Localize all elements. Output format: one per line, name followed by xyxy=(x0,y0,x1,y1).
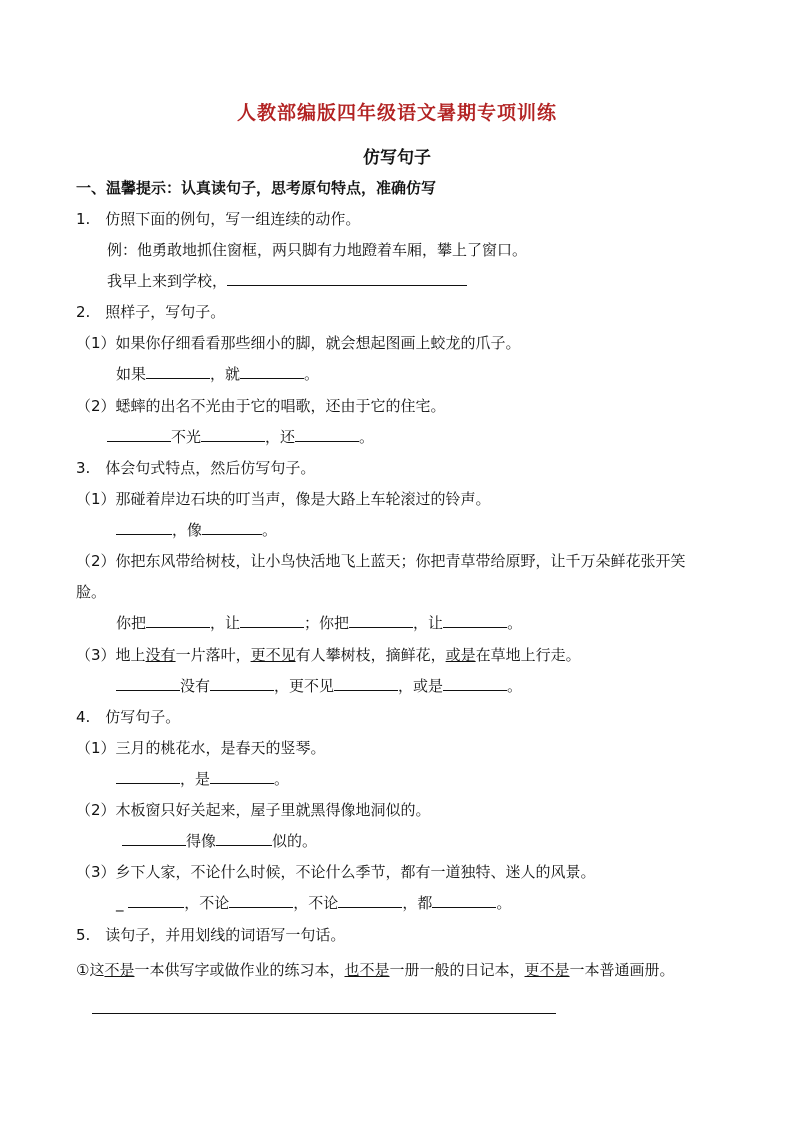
answer-blank[interactable] xyxy=(432,893,496,908)
answer-blank[interactable] xyxy=(334,676,398,691)
text: ，更不见 xyxy=(274,677,335,695)
answer-blank[interactable] xyxy=(216,831,272,846)
q1-prompt: 我早上来到学校， xyxy=(107,272,228,290)
underlined-word: 更不见 xyxy=(250,646,296,664)
underlined-word: 不是 xyxy=(104,961,135,979)
answer-blank[interactable] xyxy=(116,676,180,691)
q5-stem: 5. 读句子，并用划线的词语写一句话。 xyxy=(76,926,346,944)
q4-sentence-2: （2）木板窗只好关起来，屋子里就黑得像地洞似的。 xyxy=(76,801,431,819)
answer-blank[interactable] xyxy=(443,676,507,691)
underlined-word: 也不是 xyxy=(344,961,390,979)
q3-sentence-1: （1）那碰着岸边石块的叮当声，像是大路上车轮滚过的铃声。 xyxy=(76,490,491,508)
answer-blank[interactable] xyxy=(116,769,180,784)
answer-blank[interactable] xyxy=(443,613,507,628)
q2-sentence-2: （2）蟋蟀的出名不光由于它的唱歌，还由于它的住宅。 xyxy=(76,397,446,415)
q1-answer-line xyxy=(107,271,467,291)
q4-answer-2 xyxy=(122,831,317,851)
text: 一本供写字或做作业的练习本， xyxy=(134,961,345,979)
q3-sentence-3 xyxy=(76,645,581,665)
text: 得像 xyxy=(186,832,217,850)
text: 。 xyxy=(507,677,523,695)
q4-stem: 4. 仿写句子。 xyxy=(76,708,181,726)
answer-blank[interactable] xyxy=(240,364,304,379)
text: 。 xyxy=(359,428,375,446)
text: ，像 xyxy=(172,521,203,539)
q2-answer-2 xyxy=(107,427,374,447)
text: 。 xyxy=(274,770,290,788)
underlined-word: 没有 xyxy=(145,646,176,664)
text: 没有 xyxy=(180,677,211,695)
answer-blank[interactable] xyxy=(122,831,186,846)
answer-blank[interactable] xyxy=(210,769,274,784)
q3-sentence-2-line2: 脸。 xyxy=(76,583,107,601)
section-heading: 一、温馨提示：认真读句子，思考原句特点，准确仿写 xyxy=(76,179,437,197)
text: （3）地上 xyxy=(76,646,146,664)
text: 。 xyxy=(507,614,523,632)
text: 似的。 xyxy=(272,832,318,850)
q2-sentence-1: （1）如果你仔细看看那些细小的脚，就会想起图画上蛟龙的爪子。 xyxy=(76,334,521,352)
answer-blank[interactable] xyxy=(338,893,402,908)
text: 一片落叶， xyxy=(175,646,251,664)
q4-sentence-3: （3）乡下人家，不论什么时候，不论什么季节，都有一道独特、迷人的风景。 xyxy=(76,863,596,881)
answer-blank[interactable] xyxy=(349,613,413,628)
text: ，不论 xyxy=(184,894,230,912)
q4-answer-1 xyxy=(116,769,289,789)
text: 不光 xyxy=(171,428,202,446)
text: 如果 xyxy=(116,365,147,383)
answer-blank[interactable] xyxy=(295,427,359,442)
text: 。 xyxy=(262,521,278,539)
text: 一本普通画册。 xyxy=(569,961,675,979)
answer-blank[interactable] xyxy=(210,676,274,691)
q5-sentence xyxy=(76,960,675,980)
q3-answer-3 xyxy=(116,676,522,696)
page-title: 人教部编版四年级语文暑期专项训练 xyxy=(236,102,557,124)
text: ，或是 xyxy=(398,677,444,695)
text: ，还 xyxy=(265,428,296,446)
text: ①这 xyxy=(76,961,105,979)
text: 在草地上行走。 xyxy=(475,646,581,664)
text: ，是 xyxy=(180,770,211,788)
underlined-word: 更不是 xyxy=(524,961,570,979)
q1-example: 例：他勇敢地抓住窗框，两只脚有力地蹬着车厢，攀上了窗口。 xyxy=(107,241,528,259)
answer-blank[interactable] xyxy=(229,893,293,908)
text: ，让 xyxy=(413,614,444,632)
answer-blank[interactable] xyxy=(202,520,262,535)
text: 有人攀树枝，摘鲜花， xyxy=(295,646,446,664)
q3-sentence-2-line1: （2）你把东风带给树枝，让小鸟快活地飞上蓝天；你把青草带给原野，让千万朵鲜花张开笑 xyxy=(76,552,686,570)
text: ，就 xyxy=(210,365,241,383)
underlined-word: 或是 xyxy=(445,646,476,664)
answer-blank[interactable] xyxy=(146,364,210,379)
text: 你把 xyxy=(116,614,147,632)
text: ，让 xyxy=(210,614,241,632)
answer-blank[interactable] xyxy=(227,271,467,286)
answer-blank[interactable] xyxy=(116,520,172,535)
q2-stem: 2. 照样子，写句子。 xyxy=(76,303,226,321)
q2-answer-1 xyxy=(116,364,319,384)
q4-answer-3 xyxy=(116,893,511,913)
text: ；你把 xyxy=(304,614,350,632)
text: 一册一般的日记本， xyxy=(389,961,525,979)
text: _ xyxy=(116,894,124,912)
answer-blank[interactable] xyxy=(240,613,304,628)
answer-blank[interactable] xyxy=(107,427,171,442)
q3-answer-2 xyxy=(116,613,522,633)
q3-answer-1 xyxy=(116,520,277,540)
q3-stem: 3. 体会句式特点，然后仿写句子。 xyxy=(76,459,316,477)
answer-line[interactable] xyxy=(92,1013,556,1014)
text: 。 xyxy=(496,894,512,912)
text: ，都 xyxy=(402,894,433,912)
answer-blank[interactable] xyxy=(128,893,184,908)
page-subtitle: 仿写句子 xyxy=(363,148,431,168)
q1-stem: 1. 仿照下面的例句，写一组连续的动作。 xyxy=(76,210,361,228)
q4-sentence-1: （1）三月的桃花水，是春天的竖琴。 xyxy=(76,739,326,757)
text: 。 xyxy=(304,365,320,383)
text: ，不论 xyxy=(293,894,339,912)
answer-blank[interactable] xyxy=(146,613,210,628)
answer-blank[interactable] xyxy=(201,427,265,442)
